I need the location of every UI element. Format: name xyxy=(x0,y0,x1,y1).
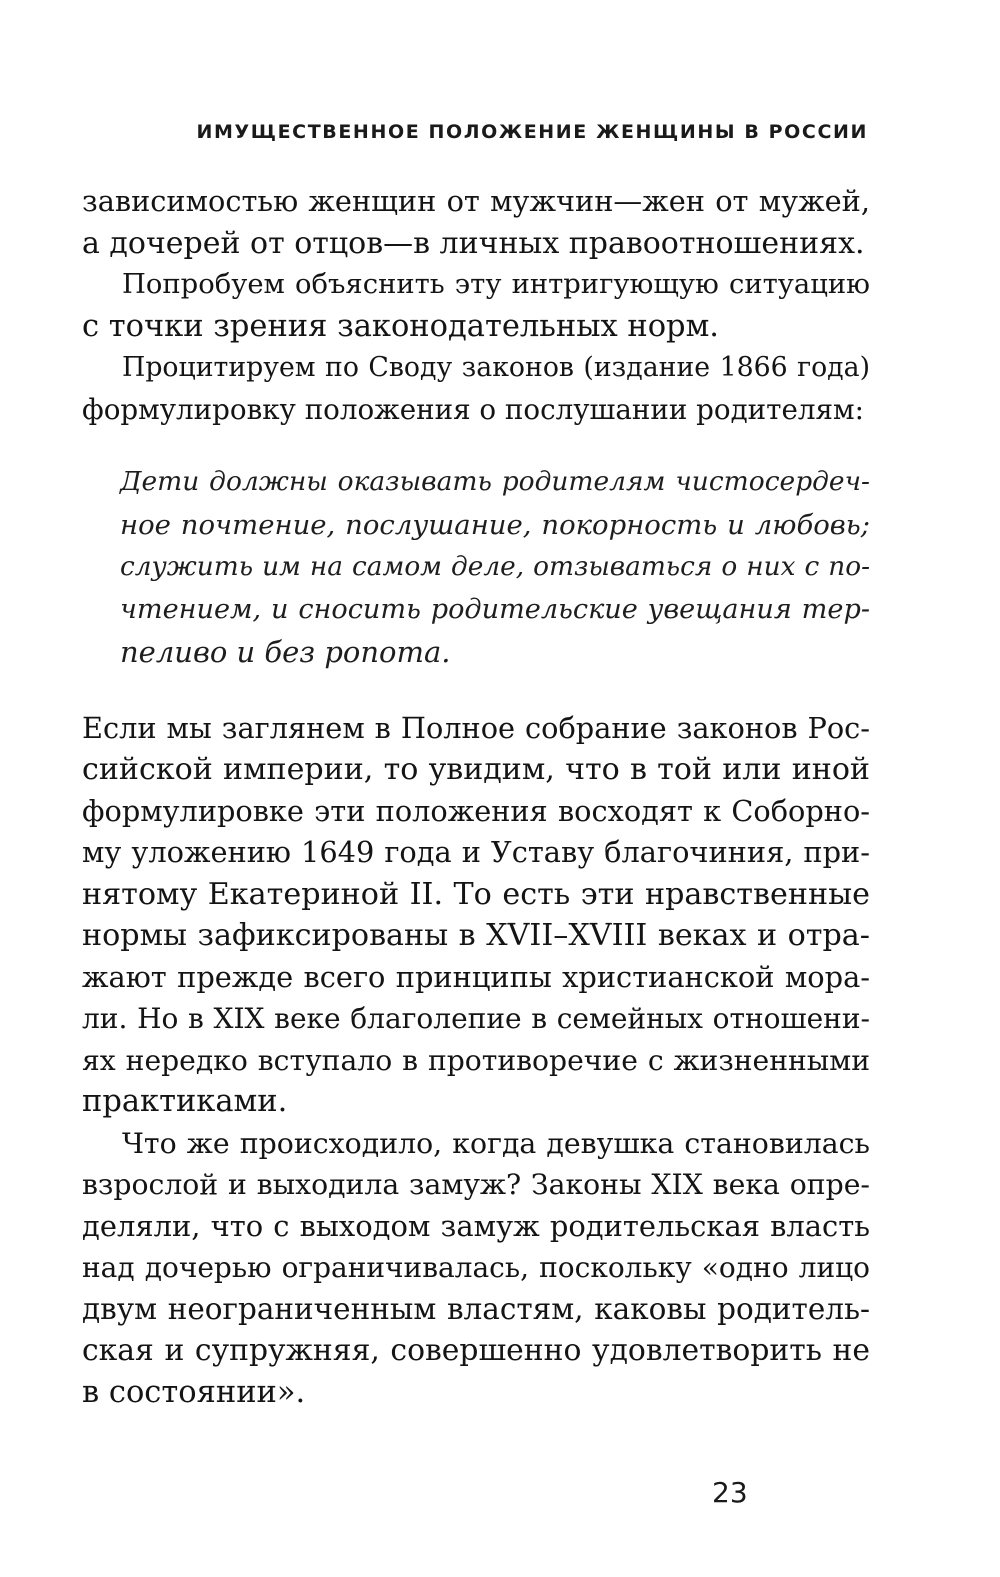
paragraph-4 xyxy=(82,708,870,1123)
block-quote xyxy=(82,461,870,674)
quote-line: Дети должны оказывать родителям чистосердеч- xyxy=(120,466,870,497)
text-line: ях нередко вступало в противоречие с жизненными xyxy=(82,1043,870,1077)
text-line: ли. Но в XIX веке благолепие в семейных отношени- xyxy=(82,1002,870,1035)
text-line: сийской империи, то увидим, что в той или иной xyxy=(82,752,870,787)
body-text xyxy=(82,181,870,1413)
quote-line: пеливо и без ропота. xyxy=(120,635,451,669)
text-line: деляли, что с выходом замуж родительская власть xyxy=(82,1208,870,1243)
quote-line: служить им на самом деле, отзываться о них с по- xyxy=(120,552,870,582)
text-line: Попробуем объяснить эту интригующую ситуацию xyxy=(122,269,870,300)
text-line: ская и супружняя, совершенно удовлетворить не xyxy=(82,1333,870,1368)
paragraph-3 xyxy=(82,347,870,430)
text-line: нормы зафиксированы в XVII–XVIII веках и отра- xyxy=(82,918,870,953)
text-line: Процитируем по Своду законов (издание 1866 года) xyxy=(122,352,870,383)
text-line: над дочерью ограничивалась, поскольку «одно лицо xyxy=(82,1251,870,1284)
text-line: Что же происходило, когда девушка становилась xyxy=(122,1126,870,1160)
text-line: формулировку положения о послушании родителям: xyxy=(82,392,864,426)
quote-line: ное почтение, послушание, покорность и любовь; xyxy=(120,508,870,541)
text-line: с точки зрения законодательных норм. xyxy=(82,308,720,344)
text-line: жают прежде всего принципы христианской мора- xyxy=(82,959,870,994)
page-number: 23 xyxy=(712,1476,748,1509)
paragraph-5 xyxy=(82,1123,870,1414)
paragraph-1 xyxy=(82,181,870,264)
paragraph-2 xyxy=(82,264,870,347)
text-line: Если мы заглянем в Полное собрание законов Рос- xyxy=(82,710,870,745)
text-line: а дочерей от отцов—в личных правоотношениях. xyxy=(82,225,865,261)
text-line: в состоянии». xyxy=(82,1374,306,1410)
running-header: ИМУЩЕСТВЕННОЕ ПОЛОЖЕНИЕ ЖЕНЩИНЫ В РОССИИ xyxy=(196,121,868,143)
text-line: практиками. xyxy=(82,1084,288,1119)
text-line: формулировке эти положения восходят к Соборно- xyxy=(82,793,870,828)
text-line: нятому Екатериной II. То есть эти нравственные xyxy=(82,876,870,912)
text-line: взрослой и выходила замуж? Законы XIX века опре- xyxy=(82,1168,870,1201)
text-line: двум неограниченным властям, каковы родитель- xyxy=(82,1291,870,1326)
text-line: зависимостью женщин от мужчин—жен от мужей, xyxy=(82,184,870,218)
quote-line: чтением, и сносить родительские увещания тер- xyxy=(120,593,870,625)
text-line: му уложению 1649 года и Уставу благочиния, при- xyxy=(82,835,870,869)
